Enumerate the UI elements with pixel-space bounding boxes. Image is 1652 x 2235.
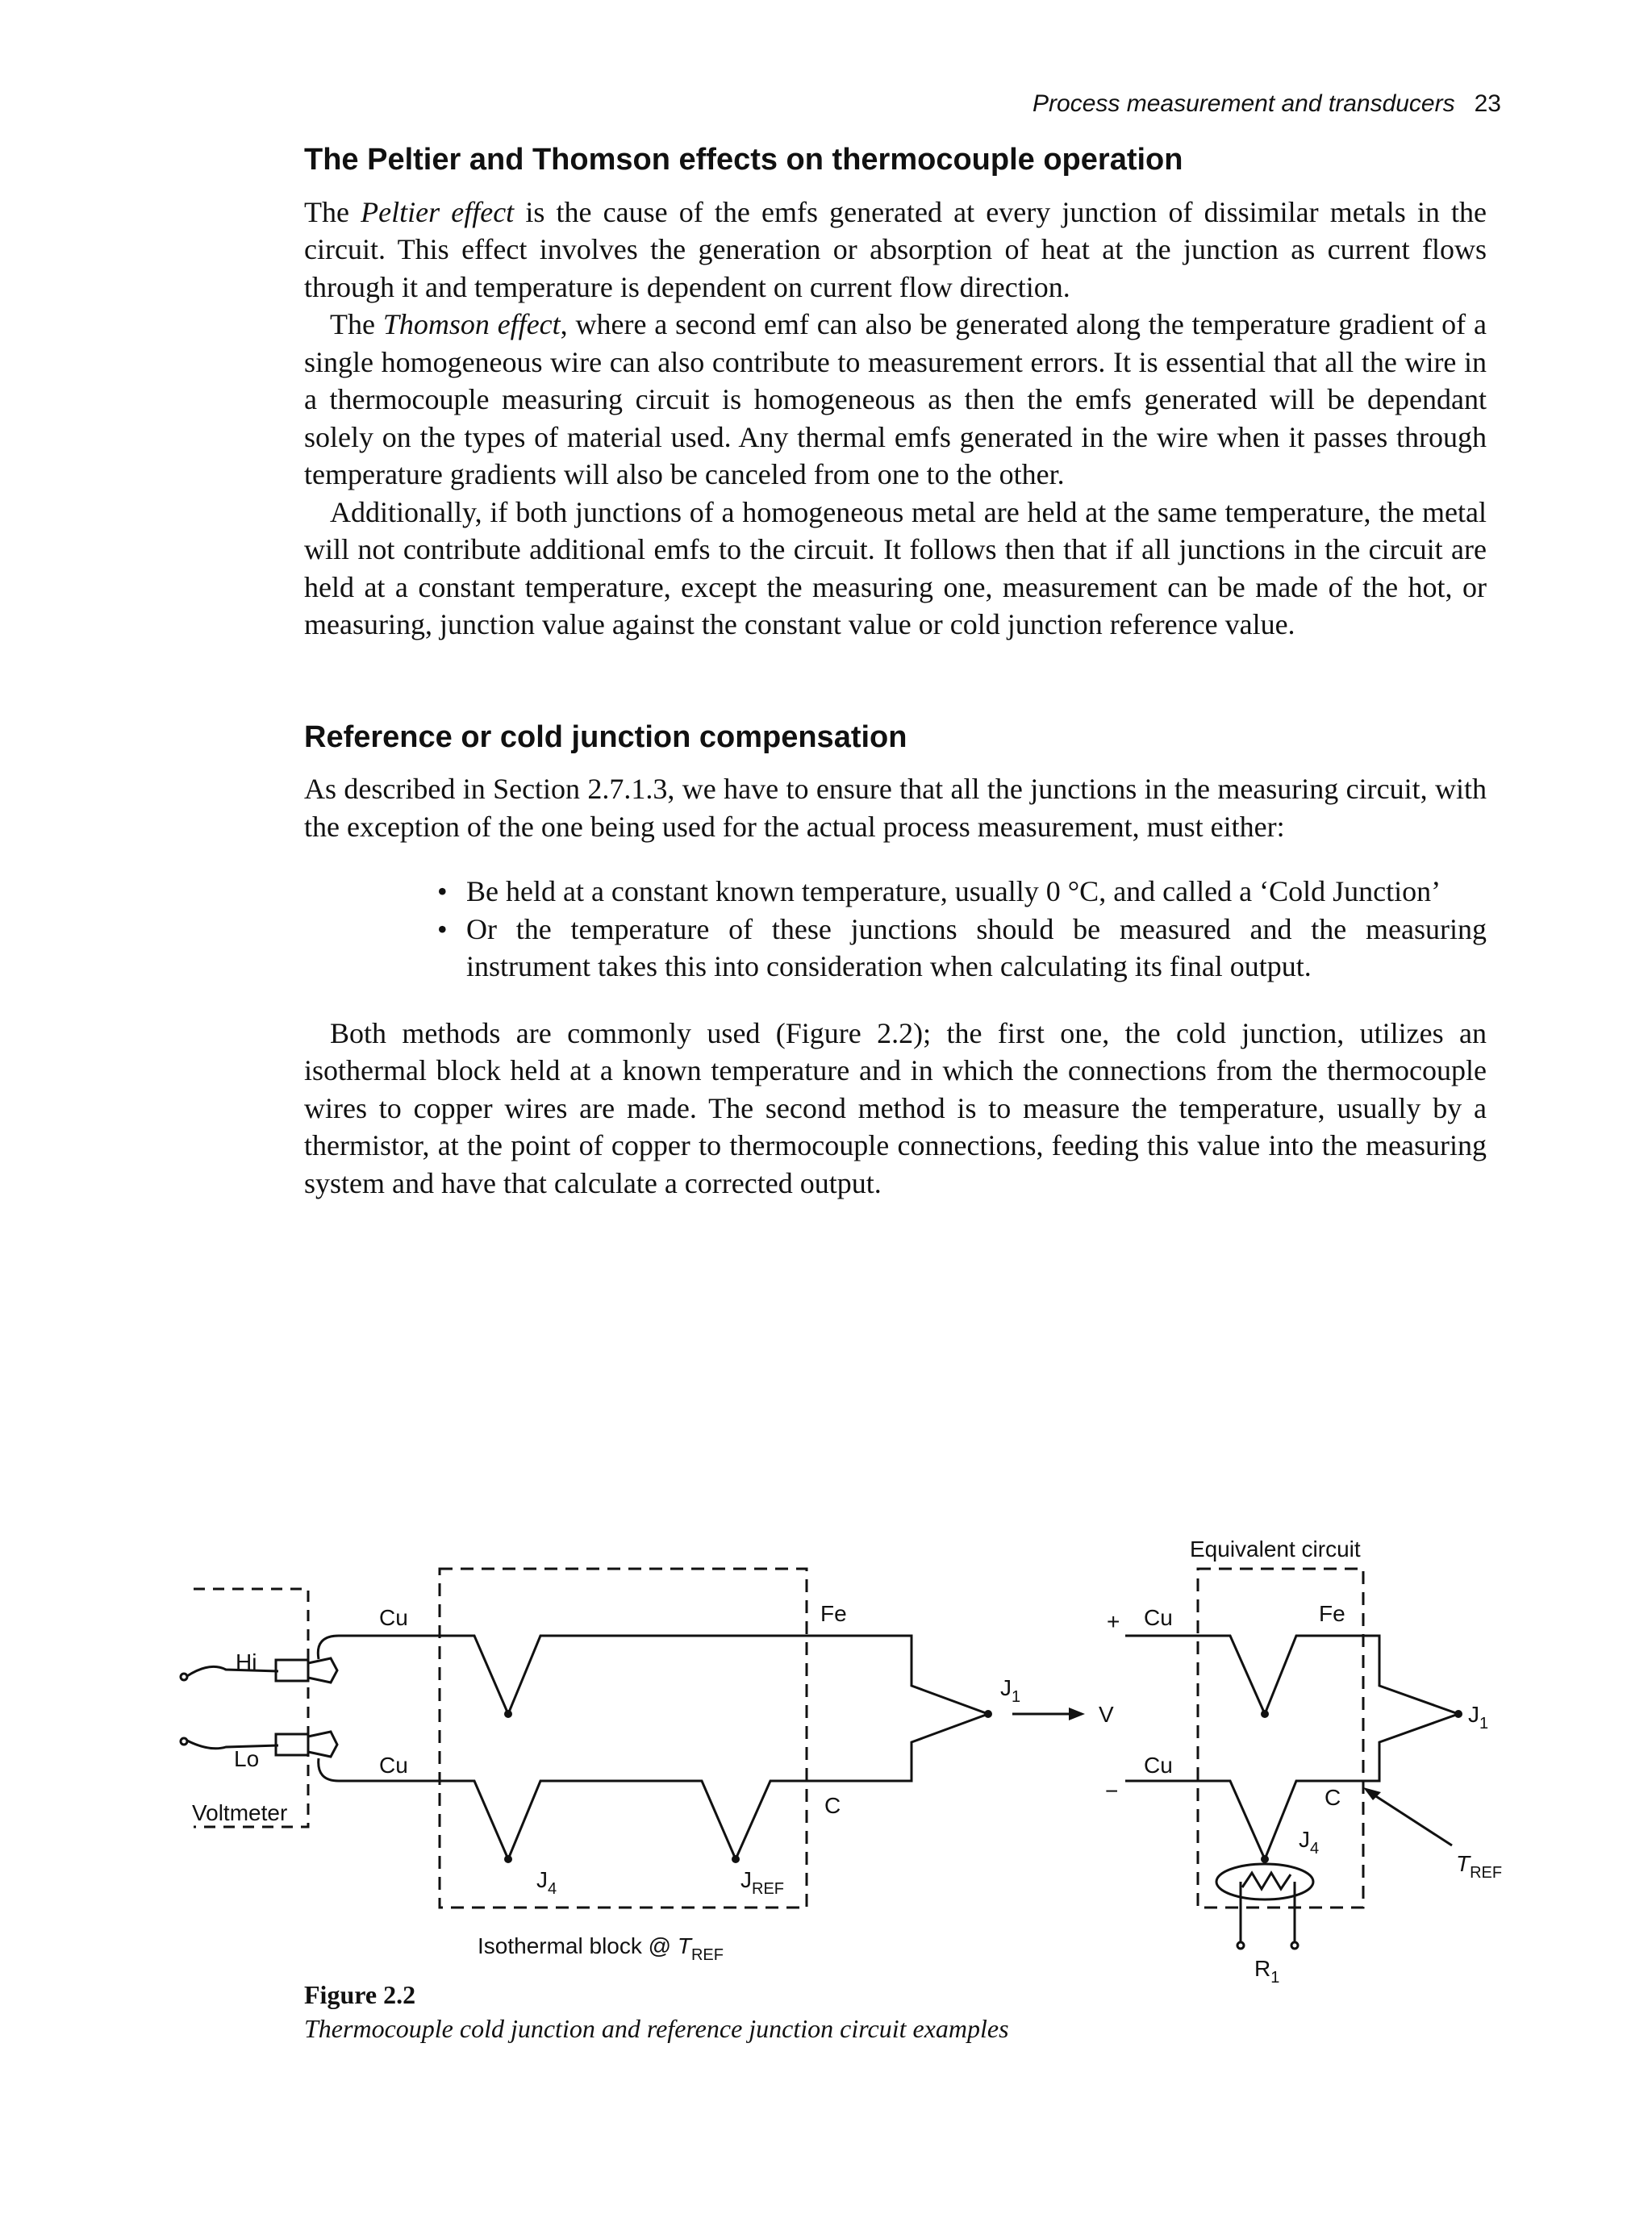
label-jref: $J_{REF}$ xyxy=(740,1867,784,1898)
label-voltmeter: Voltmeter xyxy=(192,1800,288,1825)
label-fe: Fe xyxy=(820,1601,847,1626)
isothermal-block xyxy=(440,1569,807,1908)
voltmeter-box xyxy=(194,1589,308,1827)
text-run: is the cause of the emfs generated at every junction of dissimilar metals in the circuit. This effect involves the generation or absorption of heat at the junction as current flows through it and temperature is dependent on current flow direction. xyxy=(304,195,1487,303)
label-isothermal-block: Isothermal block @ $T_{REF}$ xyxy=(478,1933,724,1964)
paragraph-cold-junction-intro: As described in Section 2.7.1.3, we have to ensure that all the junctions in the measuring circuit, with the exception of the one being used for the actual process measurement, must either: xyxy=(304,773,1487,843)
text-run: , where a second emf can also be generated along the temperature gradient of a single homogeneous wire can also contribute to measurement errors. It is essential that all the wire in a thermocouple measuring circuit is homogeneous as then the emfs generated will be dependant solely on the types of material used. Any thermal emfs generated in the wire when it passes through temperature gradients will also be canceled from one to the other. xyxy=(304,308,1487,491)
hi-terminal xyxy=(187,1658,337,1683)
section-heading-peltier-thomson: The Peltier and Thomson effects on thermocouple operation xyxy=(304,143,1183,177)
lo-terminal xyxy=(187,1732,337,1757)
running-head xyxy=(1032,90,1501,118)
text-run: The xyxy=(330,308,383,341)
label-v: V xyxy=(1099,1702,1114,1727)
label-cu-bottom: Cu xyxy=(379,1753,408,1778)
term-thomson-effect: Thomson effect xyxy=(382,308,561,341)
figure-caption xyxy=(304,1978,1009,2045)
label-cu-bottom-eq: Cu xyxy=(1144,1753,1173,1778)
label-lo: Lo xyxy=(234,1746,260,1771)
term-peltier-effect: Peltier effect xyxy=(361,195,515,228)
circuit-diagram-svg xyxy=(0,1500,1652,1984)
paragraph-peltier xyxy=(304,194,1487,306)
label-j4-eq: $J_4$ xyxy=(1299,1827,1320,1858)
figure-circuit-diagram xyxy=(0,1500,1652,1984)
paragraph-homogeneous: Additionally, if both junctions of a homogeneous metal are held at the same temperature, the metal will not contribute additional emfs to the circuit. It follows then that if all junctions in the circuit are held at a constant temperature, except the measuring one, measurement can be made of the hot, or measuring, junction value against the constant value or cold junction reference value. xyxy=(304,495,1487,641)
label-fe-eq: Fe xyxy=(1319,1601,1345,1626)
caption-label: Figure 2.2 xyxy=(304,1980,416,2009)
bullet-item: • Or the temperature of these junctions should be measured and the measuring instrument takes this into consideration when calculating its final output. xyxy=(437,911,1487,986)
thermistor-r1 xyxy=(1216,1864,1313,1942)
label-tref: $T_{REF}$ xyxy=(1456,1851,1503,1882)
main-content xyxy=(304,142,1487,1202)
label-cu-top-eq: Cu xyxy=(1144,1605,1173,1630)
label-plus: + xyxy=(1107,1609,1120,1634)
section-heading-cold-junction: Reference or cold junction compensation xyxy=(304,719,907,754)
label-r1: $R_1$ xyxy=(1254,1956,1280,1984)
label-cu-top: Cu xyxy=(379,1605,408,1630)
paragraph-methods: Both methods are commonly used (Figure 2.2); the first one, the cold junction, utilizes an isothermal block held at a known temperature and in which the connections from the thermocouple wires to copper wires are made. The second method is to measure the temperature, usually by a thermistor, at the point of copper to thermocouple connections, feeding this value into the measuring system and have that calculate a corrected output. xyxy=(304,1016,1487,1199)
bullet-item: • Be held at a constant known temperature, usually 0 °C, and called a ‘Cold Junction’ xyxy=(437,873,1487,911)
running-head-title: Process measurement and transducers xyxy=(1032,90,1455,117)
label-minus: − xyxy=(1105,1778,1119,1803)
bullet-list xyxy=(304,873,1487,986)
paragraph-thomson xyxy=(304,306,1487,494)
label-equivalent-circuit: Equivalent circuit xyxy=(1190,1537,1361,1562)
label-j1-eq: $J_1$ xyxy=(1468,1702,1489,1733)
label-j1: $J_1$ xyxy=(1000,1675,1021,1706)
caption-text: Thermocouple cold junction and reference junction circuit examples xyxy=(304,2014,1009,2043)
page-number: 23 xyxy=(1474,90,1501,117)
label-c-eq: C xyxy=(1325,1785,1341,1810)
text-run: The xyxy=(304,195,361,228)
label-hi: Hi xyxy=(236,1649,257,1674)
label-c: C xyxy=(824,1793,841,1818)
label-j4: $J_4$ xyxy=(536,1867,557,1898)
